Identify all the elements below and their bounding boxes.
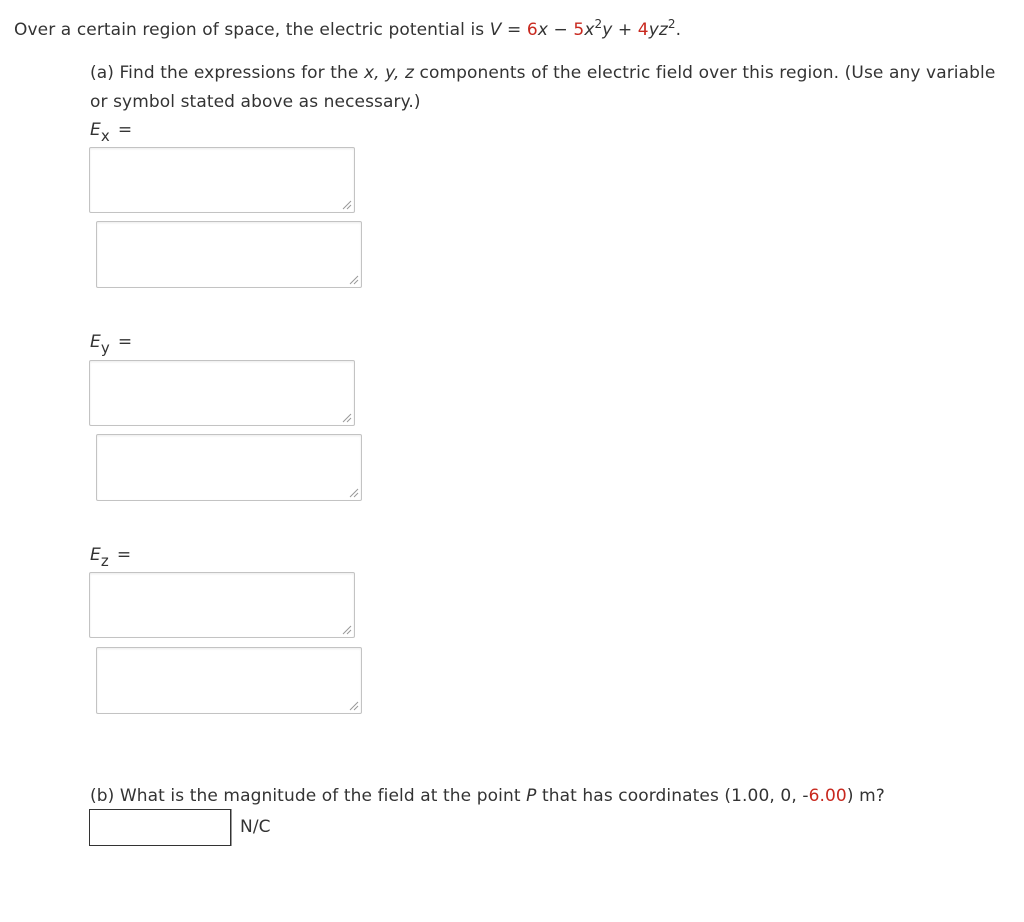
ez-answer-box-2[interactable] (96, 647, 362, 714)
term2-variable-x: x (584, 20, 595, 40)
resize-grip-icon[interactable] (340, 623, 352, 635)
unit-label: N/C (231, 809, 271, 846)
ez-symbol: E (90, 545, 101, 565)
plus-sign: + (617, 20, 633, 40)
ey-equals: = (117, 332, 133, 352)
ey-label (90, 332, 133, 357)
point-symbol: P (526, 786, 537, 806)
ex-symbol: E (90, 120, 101, 140)
potential-symbol: V (489, 20, 502, 40)
ex-equals: = (117, 120, 133, 140)
part-b-text-mid: that has coordinates (1.00, 0, - (542, 786, 809, 806)
resize-grip-icon[interactable] (340, 198, 352, 210)
term1-variable: x (537, 20, 548, 40)
ey-answer-box-2[interactable] (96, 434, 362, 501)
resize-grip-icon[interactable] (347, 273, 359, 285)
term1-coefficient: 6 (526, 20, 538, 40)
ex-answer-box-2[interactable] (96, 221, 362, 288)
question-intro (14, 17, 682, 40)
part-b-prompt (90, 786, 885, 806)
ez-label (90, 545, 132, 570)
equals-sign: = (507, 20, 522, 40)
part-b-text-end: ) m? (846, 786, 885, 806)
ez-subscript: z (100, 552, 109, 570)
ey-answer-box-1[interactable] (89, 360, 355, 426)
z-coordinate: 6.00 (808, 786, 847, 806)
term3-exponent: 2 (667, 17, 676, 31)
term2-coefficient: 5 (573, 20, 585, 40)
resize-grip-icon[interactable] (347, 699, 359, 711)
part-a-text-end: components of the electric field over this region. (Use any variable or symbol stated above as necessary.) (90, 63, 996, 112)
part-a-text-start: (a) Find the expressions for the (90, 63, 359, 83)
ex-label (90, 120, 133, 145)
ez-answer-box-1[interactable] (89, 572, 355, 638)
ex-subscript: x (100, 127, 110, 145)
intro-text: Over a certain region of space, the electric potential is (14, 20, 485, 40)
ey-symbol: E (90, 332, 101, 352)
part-b-text-start: (b) What is the magnitude of the field at the point (90, 786, 521, 806)
intro-period: . (675, 20, 682, 40)
field-magnitude-input[interactable] (89, 809, 231, 846)
resize-grip-icon[interactable] (347, 486, 359, 498)
ez-equals: = (116, 545, 132, 565)
part-a-prompt (90, 59, 1010, 117)
term3-variable: yz (648, 20, 668, 40)
resize-grip-icon[interactable] (340, 411, 352, 423)
part-a-vars: x, y, z (363, 63, 415, 83)
ey-subscript: y (100, 339, 110, 357)
term2-exponent: 2 (594, 17, 603, 31)
ex-answer-box-1[interactable] (89, 147, 355, 213)
minus-sign: − (553, 20, 568, 40)
term2-variable-y: y (602, 20, 613, 40)
term3-coefficient: 4 (637, 20, 649, 40)
